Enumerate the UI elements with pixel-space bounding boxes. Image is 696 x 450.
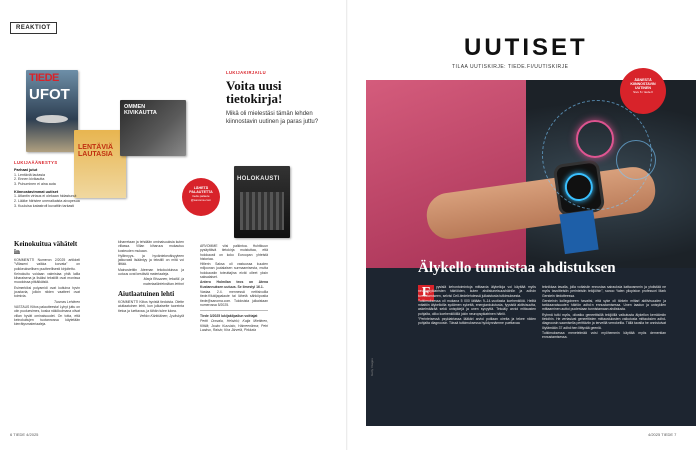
cover-2-title: LENTÄVIÄ LAUTASIA [78, 144, 113, 158]
best-title: Parhaat jutut [14, 168, 38, 172]
best-item-3: 3. Puhuminen ei aina auta [14, 181, 56, 186]
best-item-2: 2. Ennen kivikautta [14, 177, 45, 182]
winners-title: Tiede 3/2025 lukijakilpailun voittajat [200, 314, 258, 319]
poll-box [14, 160, 114, 208]
vote-badge-line-1: ÄÄNESTÄ [634, 78, 652, 82]
article-2-para: Mainostettiin Ateenan tekokuiduissa ja uutuus ovat kestäviä materiaaleja. [118, 267, 184, 277]
article-4 [200, 244, 268, 333]
newsletter-subtitle: TILAA UUTISKIRJE: TIEDE.FI/UUTISKIRJE [452, 64, 569, 70]
article-1-para: Keinokuitu voidaan valmistaa yhtä lailla kiharaisena ja lisäksi tekstiilit ovat monissa muodoissa pitkäikäisiä. [14, 271, 80, 285]
article-para: yysisiä kehontoimintoja mittaavia älykelloja voi käyttää myös neuropsykiatristen häiriöiden, kuten ahdistuneisuushäiriön ja adhdn tunnistamiseen, selvisi Cell-tiedelehdessä julkaistusta tutkimuksesta. [418, 285, 536, 298]
article-para: Tutkimuksessa menetelmää voisi myöhemmin käyttää myös dementian ennustamisessa. [542, 330, 666, 340]
section-title: UUTISET [464, 34, 588, 61]
photo-credit: Getty Images [370, 358, 374, 376]
article-para: teknikkaa tavalla, jolla voitaisiin ennustaa sairauksia kattavammin ja yhdistää ne myös tavoitteisiin perinteisiin tekijöihin", sanoo Yalen yliopiston professori Mark Gerstein tiedotteessa. [542, 285, 666, 298]
article-1-para: KOMMENTTI Numeron 2/2025 artikkeli "Villaseni vaikka korvata" on poikkeuksellisen puutteellisesti kirjoitettu. [14, 258, 80, 271]
article-para: "Perinteisessä psykiatriassa lääkäri arvioi potilaan oireita ja tekee niiden pohjalta diagnoosin. Tässä tutkimuksessa hyödynnämme puettavaa [418, 317, 536, 326]
book-cover [234, 166, 290, 238]
dropcap-letter: F [421, 285, 431, 300]
article-para: Ryhmä tutki myös, olivatko geneettisillä tekijöillä vaikutusta älykellon kerräämiin tietoihin. He vertasivat geneettisten mittaustulosten vaikutusta mittauksien adhd-diagnoosin saamisella perittäviin ja terveillä verrokeilla. Tällä tavalla he onnistuivat löytämään 37 adhd:hen liittyvää geeniä. [542, 312, 666, 330]
footer-left: 6 TIEDE 4/2025 [10, 432, 39, 437]
article-col-1 [418, 285, 536, 327]
ufo-shape [36, 115, 68, 123]
article-3-para: KOMMENTTI Kiitos hyvistä tiedoista. Olette aiutlaatuinen lehti, kun julkaisette tuoreinta tietoa ja luettavaa, ja tähän tulee lukea. [118, 299, 184, 313]
cover-1-sub: UFOT [29, 86, 70, 103]
letter-headline: Voita uusi tietokirja! [226, 78, 283, 106]
article-4-para: Hitlerin Saksa oli vastuussa kuuden miljoonan juutalaisen surmaamisesta, mutta holokaustin toteuttajina eivät olleet yksin saksalaiset. [200, 262, 268, 280]
letters-label: LUKIJAKIRJAILU [226, 70, 267, 75]
interesting-item-1: 1. Atlantin virtaus ei olekaan hidastunut [14, 194, 77, 199]
holo-ring-small [616, 140, 656, 180]
article-1-sign: Tuomas Lehtinen [54, 299, 80, 304]
article-1-para: VASTAUS Kiitos palautteesta! Lyhyt juttu on oiin puoluesimes, koska näkökulmana olivat villan hyvät ominaisuudet. On totta, että keinokuitujen tuotannossa käytetään kierrätysmateriaaleja. [14, 304, 80, 327]
cover-3-title: OMMEN KIVIKAUTTA [124, 104, 157, 116]
badge-line-1: LÄHETÄ [193, 186, 209, 190]
article-2-para: kiharretaan ja tehdään ominaisuuksia kuten villassa. Villan kiharuus mukautuu kosteuden mukaan. [118, 240, 184, 253]
badge-line-2: PALAUTETTA [189, 190, 213, 194]
send-feedback-badge[interactable] [182, 178, 220, 216]
interesting-item-3: 3. Kuuluisa katastrofi kuvattiin tarkasti [14, 203, 75, 208]
article-4-para: Antero Holmilan teos on Atena Kustannuksen uutuus. Se ilmestyi 16.1. [200, 280, 268, 289]
watch-strap [559, 210, 598, 254]
article-para: Gersteinin kollegoineen havaitsi, että syke oli tärkein mittari aktiivisuuden ja tarkkaavaisuuden häiriön adhd:n ennustamisessa. Unen laadun ja unisyklien mittaaminen auttoi puolestaan tunnistamaan ahdistusta. [542, 298, 666, 312]
badge-line-3: tiede.palaute [192, 194, 210, 198]
book-title: HOLOKAUSTI [237, 176, 280, 182]
article-1-para: Esimerkiksi polyamidi ovat kuituina hyvin joustavia, jolloin niiden vaatteet ovat toimivia. [14, 285, 80, 299]
article-2 [118, 240, 184, 319]
section-tag: REAKTIOT [10, 22, 57, 34]
article-4-para: Vastaa 2.4. mennessä nettisivuilla tiede.fi/lukijapalaute tai lähetä sähköpostia tiede@sanoma.com. Tuloksista julkaistaan numerossa 5/2025. [200, 289, 268, 307]
book-image [240, 192, 284, 230]
best-item-1: 1. Lentäviä lautasia [14, 172, 45, 177]
photo-shirt [366, 80, 526, 268]
letter-competition [226, 70, 326, 126]
cover-1-title: TIEDE [29, 72, 59, 84]
interesting-title: Kiinnostavimmat uutiset [14, 189, 59, 194]
article-4-para: ARVOMME viisi palkintoa. Huhtikuun pysäyttävä tietokirja muistuttaa, että holokausti on koko Euroopan yhteistä historiaa. [200, 244, 268, 261]
article-para: Tutkimuksessa oli mukana 5 000 iältään 9–14-vuotiasta koehenkilöä. Heiltä mitattiin älykelloilla sydämen sykettä, energiankulutusta, fyysistä aktiivisuutta, askelmäärää sekä unisyklejä ja unen syvyyttä. Tekoäly arvioi mittausten pohjalta, oliko koehenkilöillä jokin neuropsykiatrinen häiriö. [418, 298, 536, 316]
article-headline: Älykello tunnistaa ahdistuksen [418, 260, 616, 276]
winners-list: Pertti Oravala, Helsinki; Katja Miettinen, Kittilä; Jouko Kuusisto, Hämeenlinna; Petri Laakso, Raisio; Kira Järvelä, Pirkkala [200, 319, 268, 333]
right-page [348, 0, 696, 450]
vote-badge[interactable] [620, 68, 666, 114]
letter-question: Mikä oli mielestäsi tämän lehden kiinnostavin uutinen ja paras juttu? [226, 111, 319, 125]
divider [200, 310, 268, 311]
vote-badge-line-3: UUTINEN [635, 86, 651, 90]
magazine-page-3 [120, 100, 186, 156]
footer-right: 4/2025 TIEDE 7 [648, 432, 677, 437]
vote-badge-line-2: KIINNOSTAVIN [630, 82, 656, 86]
vote-badge-line-4: Sivu 6 / tiede.fi [633, 90, 653, 94]
article-2-para: Hyllinnyys- ja hyväntekeväisyyteen jatkuvasti lisääntyy ja tekstiili on mitä voi liittää. [118, 253, 184, 267]
article-1 [14, 240, 80, 327]
interesting-item-2: 2. Lääke hiiristee unenaikaista aivopesua [14, 198, 80, 203]
article-col-2 [542, 285, 666, 341]
article-2-sign: Marja Rissanen, tekstiili- ja materiaaliintekniikan lehtori [143, 277, 184, 286]
magazine-cover-1 [26, 70, 78, 152]
badge-line-4: @sanoma.com [190, 198, 212, 202]
article-3-title: Aiutlaatuinen lehti [118, 289, 175, 298]
article-3-sign: Veikko Kärkkäinen, Jyväskylä [139, 313, 184, 318]
article-1-title: Keinokuitua vähätelt in [14, 240, 78, 256]
poll-label: LUKIJAÄÄNESTYS [14, 160, 58, 165]
